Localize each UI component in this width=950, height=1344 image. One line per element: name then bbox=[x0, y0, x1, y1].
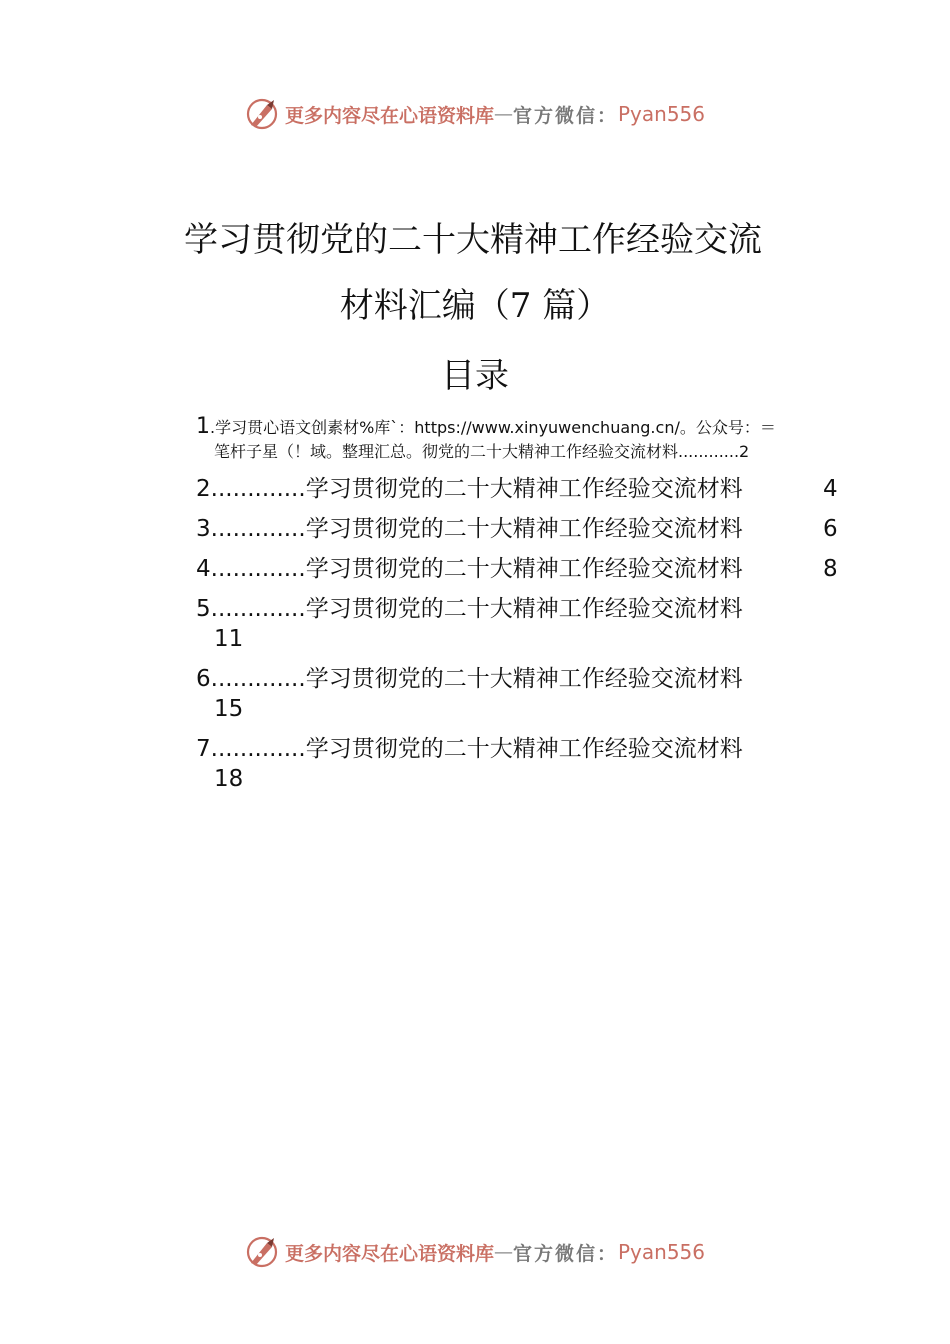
toc-entry-number: 6 bbox=[196, 666, 211, 692]
banner-wechat-id: Pyan556 bbox=[618, 102, 706, 126]
banner-wechat-label: 官方微信： bbox=[512, 1242, 618, 1265]
toc-entry-page: 18 bbox=[214, 766, 244, 792]
toc-entry-text: .学习贯心语文创素材%库`：https://www.xinyuwenchuang.cn/。公众号：＝ bbox=[210, 418, 776, 437]
toc-entry-page: 6 bbox=[823, 516, 838, 542]
document-title-line2: 材料汇编（7 篇） bbox=[339, 286, 611, 326]
toc-entry-5[interactable] bbox=[196, 594, 846, 654]
toc-entry-number: 2 bbox=[196, 476, 211, 502]
toc-entry-page: 4 bbox=[823, 476, 838, 502]
footer-banner bbox=[0, 1232, 950, 1272]
toc-entry-dots: ............. bbox=[210, 736, 306, 762]
toc-entry-title: 学习贯彻党的二十大精神工作经验交流材料 bbox=[305, 556, 743, 582]
toc-entry-2[interactable] bbox=[196, 474, 846, 504]
toc-entry-dots: ............. bbox=[210, 596, 306, 622]
toc-entry-page: 15 bbox=[214, 696, 244, 722]
toc-entry-dots: ............. bbox=[210, 516, 306, 542]
banner-separator: — bbox=[493, 1241, 513, 1263]
toc-entry-6[interactable] bbox=[196, 664, 846, 724]
header-banner bbox=[0, 94, 950, 134]
toc-entry-dots: ............. bbox=[210, 556, 306, 582]
toc-entry-1[interactable] bbox=[196, 415, 846, 464]
document-title-line1: 学习贯彻党的二十大精神工作经验交流 bbox=[184, 220, 762, 260]
banner-text: 更多内容尽在心语资料库 bbox=[284, 1242, 494, 1265]
toc-entry-text-continued: 笔杆子星（！域。整理汇总。彻党的二十大精神工作经验交流材料............2 bbox=[214, 442, 750, 461]
toc-entry-number: 7 bbox=[196, 736, 211, 762]
toc-entry-dots: ............. bbox=[210, 666, 306, 692]
banner-separator: — bbox=[493, 103, 513, 125]
toc-entry-title: 学习贯彻党的二十大精神工作经验交流材料 bbox=[305, 596, 743, 622]
toc-entry-title: 学习贯彻党的二十大精神工作经验交流材料 bbox=[305, 736, 743, 762]
toc-entry-7[interactable] bbox=[196, 734, 846, 794]
toc-entry-number: 3 bbox=[196, 516, 211, 542]
banner-wechat-label: 官方微信： bbox=[512, 104, 618, 127]
toc-entry-title: 学习贯彻党的二十大精神工作经验交流材料 bbox=[305, 476, 743, 502]
toc-entry-3[interactable] bbox=[196, 514, 846, 544]
banner-wechat-id: Pyan556 bbox=[618, 1240, 706, 1264]
toc-entry-number: 1 bbox=[196, 414, 210, 439]
table-of-contents bbox=[196, 415, 846, 794]
toc-entry-dots: ............. bbox=[210, 476, 306, 502]
toc-entry-number: 5 bbox=[196, 596, 211, 622]
toc-entry-title: 学习贯彻党的二十大精神工作经验交流材料 bbox=[305, 666, 743, 692]
toc-entry-title: 学习贯彻党的二十大精神工作经验交流材料 bbox=[305, 516, 743, 542]
toc-entry-page: 11 bbox=[214, 626, 244, 652]
toc-entry-number: 4 bbox=[196, 556, 211, 582]
banner-text: 更多内容尽在心语资料库 bbox=[284, 104, 494, 127]
pen-nib-logo-icon bbox=[245, 1235, 279, 1269]
toc-entry-page: 8 bbox=[823, 556, 838, 582]
toc-entry-4[interactable] bbox=[196, 554, 846, 584]
pen-nib-logo-icon bbox=[245, 97, 279, 131]
toc-heading: 目录 bbox=[441, 356, 509, 396]
